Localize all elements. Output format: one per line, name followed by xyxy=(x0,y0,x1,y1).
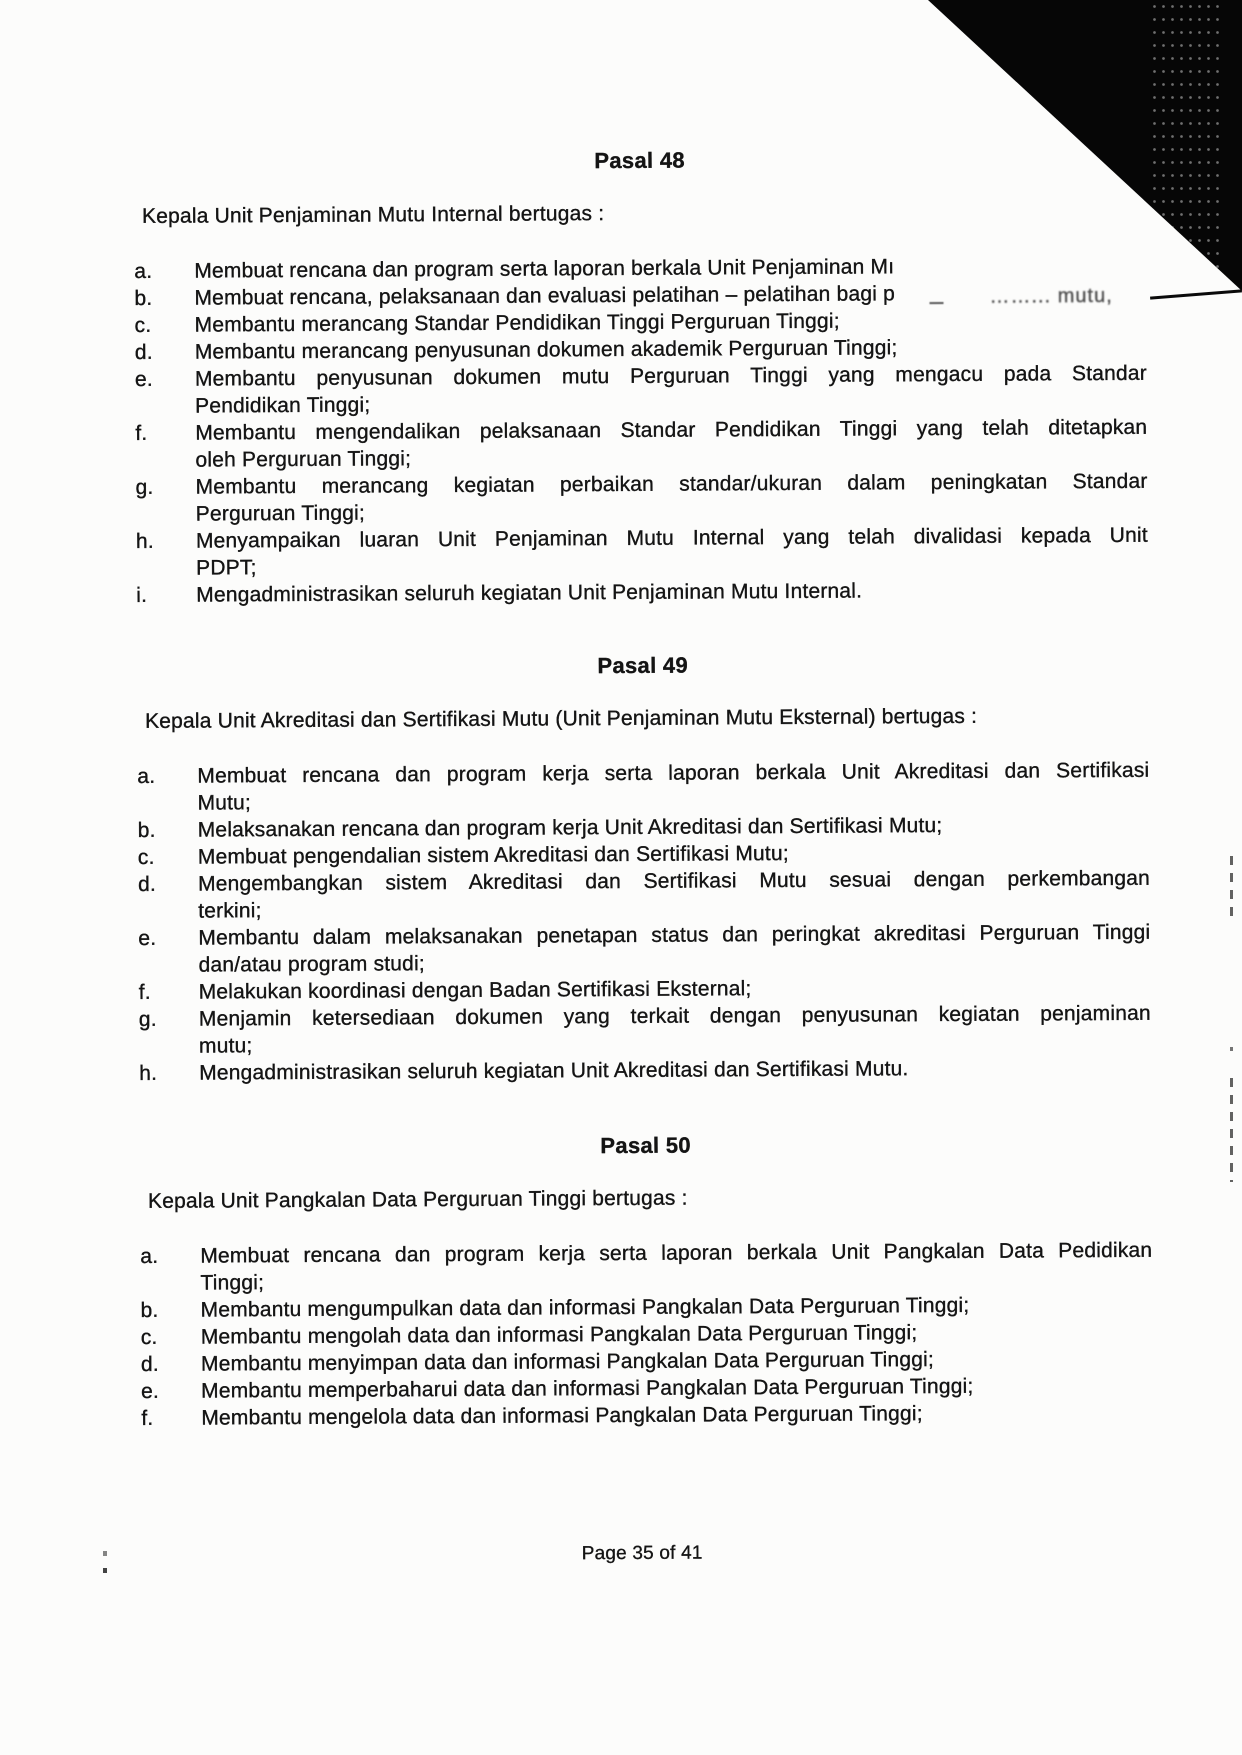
item-line: Membantu merancang Standar Pendidikan Tinggi Perguruan Tinggi; xyxy=(194,309,840,337)
item-label: a. xyxy=(140,1244,159,1268)
item-label: e. xyxy=(134,367,153,391)
item-text xyxy=(200,1237,1152,1297)
duty-item xyxy=(141,1399,1153,1432)
pasal-49-section xyxy=(137,650,1152,1087)
item-line: Membantu penyusunan dokumen mutu Perguruan Tinggi yang mengacu pada Standar xyxy=(194,361,1148,391)
duty-item xyxy=(136,468,1148,528)
item-text xyxy=(199,1054,1151,1087)
scan-edge-dashes xyxy=(1230,856,1233,922)
duty-item xyxy=(135,414,1147,474)
pasal-49-heading: Pasal 49 xyxy=(597,652,689,679)
item-line: Membantu menyimpan data dan informasi Pangkalan Data Perguruan Tinggi; xyxy=(200,1348,935,1376)
duty-item xyxy=(137,757,1149,817)
item-line: terkini; xyxy=(198,899,262,923)
pasal-49-list xyxy=(137,757,1151,1087)
pasal-48-intro: Kepala Unit Penjaminan Mutu Internal bertugas : xyxy=(141,202,605,228)
item-line: Membuat pengendalian sistem Akreditasi dan Sertifikasi Mutu; xyxy=(197,841,789,869)
item-label: d. xyxy=(137,872,157,896)
item-text xyxy=(199,1000,1151,1060)
item-line: Membantu mengolah data dan informasi Pangkalan Data Perguruan Tinggi; xyxy=(200,1321,918,1349)
duty-item xyxy=(135,360,1147,420)
duty-item xyxy=(136,522,1148,582)
item-label: c. xyxy=(137,845,155,869)
item-label: e. xyxy=(138,926,157,950)
item-line: Tinggi; xyxy=(200,1271,265,1295)
item-text xyxy=(195,360,1147,420)
item-text xyxy=(198,919,1150,979)
item-label: e. xyxy=(141,1379,160,1403)
pasal-48-section xyxy=(134,145,1149,609)
duty-item xyxy=(138,919,1150,979)
item-label: g. xyxy=(138,1007,157,1031)
item-label: d. xyxy=(134,340,153,364)
item-line: mutu; xyxy=(198,1034,253,1058)
item-line: Mengembangkan sistem Akreditasi dan Sertifikasi Mutu sesuai dengan perkembangan xyxy=(197,866,1151,896)
item-label: h. xyxy=(139,1061,158,1085)
pasal-50-heading: Pasal 50 xyxy=(600,1132,691,1159)
item-line: Membuat rencana dan program serta laporan berkala Unit Penjaminan Mı xyxy=(194,255,895,283)
pasal-48-heading: Pasal 48 xyxy=(594,147,685,174)
item-line: Membantu merancang penyusunan dokumen akademik Perguruan Tinggi; xyxy=(194,336,898,364)
scan-speck xyxy=(103,1568,107,1573)
pasal-50-list xyxy=(140,1237,1153,1432)
item-line: PDPT; xyxy=(196,556,257,580)
duty-item xyxy=(139,1054,1151,1087)
item-line: Membantu mengelola data dan informasi Pangkalan Data Perguruan Tinggi; xyxy=(201,1402,923,1430)
item-text xyxy=(196,468,1148,528)
item-line: Membuat rencana, pelaksanaan dan evaluasi pelatihan – pelatihan bagi p xyxy=(194,282,896,310)
item-line: Membantu merancang kegiatan perbaikan standar/ukuran dalam peningkatan Standar xyxy=(195,469,1148,499)
item-label: c. xyxy=(134,313,152,337)
item-text xyxy=(195,414,1147,474)
item-line: oleh Perguruan Tinggi; xyxy=(195,447,412,472)
item-label: c. xyxy=(140,1325,158,1349)
item-label: h. xyxy=(135,529,154,553)
item-line: dan/atau program studi; xyxy=(198,952,425,977)
duty-item xyxy=(139,1000,1151,1060)
item-line: Melakukan koordinasi dengan Badan Sertifikasi Eksternal; xyxy=(198,977,752,1004)
item-label: i. xyxy=(136,583,148,607)
item-label: f. xyxy=(138,980,151,1004)
item-label: f. xyxy=(141,1406,154,1430)
item-line: Pendidikan Tinggi; xyxy=(195,393,371,418)
item-text xyxy=(196,576,1148,609)
footer-page-number: Page 35 of 41 xyxy=(581,1542,703,1565)
item-line: Membantu memperbaharui data dan informasi Pangkalan Data Perguruan Tinggi; xyxy=(201,1374,974,1403)
scan-edge-dashes xyxy=(1230,1078,1233,1182)
item-line: Membuat rencana dan program kerja serta laporan berkala Unit Akreditasi dan Sertifikasi xyxy=(197,758,1150,788)
item-label: f. xyxy=(135,421,148,445)
duty-item xyxy=(138,865,1150,925)
scan-edge-dot xyxy=(1230,1047,1233,1051)
item-text xyxy=(197,757,1149,817)
duty-item xyxy=(140,1237,1152,1297)
item-label: g. xyxy=(135,475,154,499)
item-label: a. xyxy=(137,764,156,788)
pasal-50-section xyxy=(140,1130,1154,1432)
duty-item xyxy=(136,576,1148,609)
item-text xyxy=(201,1399,1153,1432)
scan-smudge-text: ……... mutu, xyxy=(989,284,1113,308)
item-label: b. xyxy=(134,286,153,310)
item-line: Perguruan Tinggi; xyxy=(195,501,366,526)
item-text xyxy=(196,522,1148,582)
item-label: b. xyxy=(140,1298,159,1322)
item-label: d. xyxy=(140,1352,159,1376)
item-line: Menyampaikan luaran Unit Penjaminan Mutu Internal yang telah divalidasi kepada Unit xyxy=(195,523,1148,553)
item-line: Membantu mengumpulkan data dan informasi Pangkalan Data Perguruan Tinggi; xyxy=(200,1293,970,1322)
item-label: a. xyxy=(134,259,153,283)
item-line: Mutu; xyxy=(197,791,252,815)
pasal-50-intro: Kepala Unit Pangkalan Data Perguruan Tinggi bertugas : xyxy=(147,1186,688,1213)
item-label: b. xyxy=(137,818,156,842)
item-line: Membantu mengendalikan pelaksanaan Standar Pendidikan Tinggi yang telah ditetapkan xyxy=(195,415,1148,445)
item-line: Mengadministrasikan seluruh kegiatan Unit Penjaminan Mutu Internal. xyxy=(196,579,863,607)
item-line: Membuat rencana dan program kerja serta laporan berkala Unit Pangkalan Data Pedidikan xyxy=(200,1238,1153,1268)
scan-speck xyxy=(103,1551,107,1556)
item-line: Mengadministrasikan seluruh kegiatan Unit Akreditasi dan Sertifikasi Mutu. xyxy=(199,1057,909,1085)
item-text xyxy=(198,865,1150,925)
item-line: Menjamin ketersediaan dokumen yang terkait dengan penyusunan kegiatan penjaminan xyxy=(198,1001,1151,1031)
pasal-49-intro: Kepala Unit Akreditasi dan Sertifikasi Mutu (Unit Penjaminan Mutu Eksternal) bertugas : xyxy=(144,704,978,733)
scan-dash-artifact xyxy=(929,302,943,304)
item-line: Melaksanakan rencana dan program kerja Unit Akreditasi dan Sertifikasi Mutu; xyxy=(197,814,943,842)
item-line: Membantu dalam melaksanakan penetapan status dan peringkat akreditasi Perguruan Tinggi xyxy=(198,920,1151,950)
